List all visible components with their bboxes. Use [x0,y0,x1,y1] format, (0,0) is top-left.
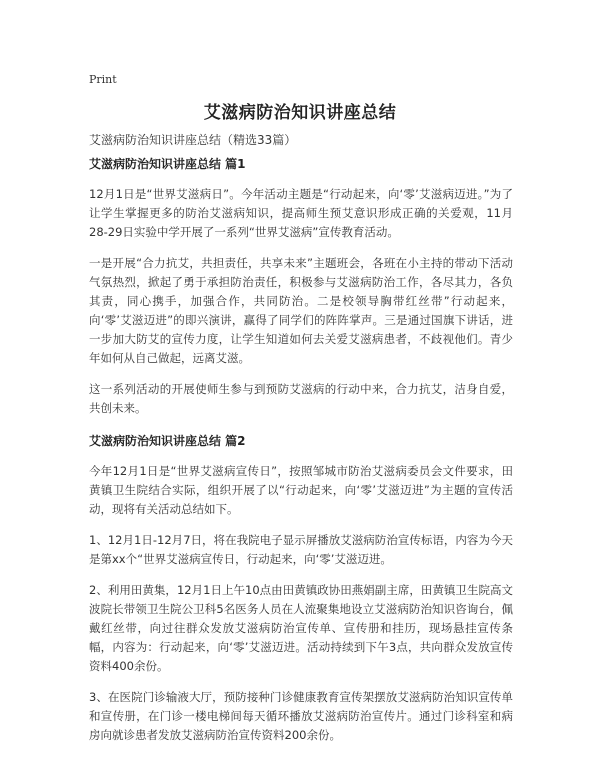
document-body [89,155,513,757]
paragraph: 这一系列活动的开展使师生参与到预防艾滋病的行动中来，合力抗艾，洁身自爱，共创未来。 [89,382,513,415]
page-title: 艾滋病防治知识讲座总结 [203,103,397,123]
section-heading: 艾滋病防治知识讲座总结 篇2 [89,434,246,448]
paragraph: 2、利用田黄集，12月1日上午10点由田黄镇政协田燕娟副主席，田黄镇卫生院高文波院长带领卫生院公卫科5名医务人员在人流聚集地设立艾滋病防治知识咨询台，佩戴红丝带，向过往群众发放艾滋病防治宣传单、宣传册和挂历，现场悬挂宣传条幅，内容为：行动起来，向‘零’艾滋迈进。活动持续到下午3点，共向群众发放宣传资料400余份。 [89,583,513,673]
document-subtitle: 艾滋病防治知识讲座总结（精选33篇） [89,133,297,147]
print-label[interactable]: Print [89,73,117,86]
section-heading: 艾滋病防治知识讲座总结 篇1 [89,157,246,171]
paragraph: 今年12月1日是“世界艾滋病宣传日”，按照邹城市防治艾滋病委员会文件要求，田黄镇卫生院结合实际，组织开展了以“行动起来，向‘零’艾滋迈进”为主题的宣传活动，现将有关活动总结如下。 [89,464,513,516]
paragraph: 一是开展“合力抗艾，共担责任，共享未来”主题班会，各班在小主持的带动下活动气氛热烈，掀起了勇于承担防治责任，积极参与艾滋病防治工作，各尽其力，各负其责，同心携手，加强合作，共同防治。二是校领导胸带红丝带”行动起来，向‘零’艾滋迈进”的即兴演讲，赢得了同学们的阵阵掌声。三是通过国旗下讲话，进一步加大防艾的宣传力度，让学生知道如何去关爱艾滋病患者，不歧视他们。青少年如何从自己做起，远离艾滋。 [89,256,513,365]
section-1 [89,155,513,418]
section-2 [89,432,513,745]
paragraph: 12月1日是“世界艾滋病日”。今年活动主题是“行动起来，向‘零’艾滋病迈进。”为了让学生掌握更多的防治艾滋病知识，提高师生预艾意识形成正确的关爱观，11月28-29日实验中学开展了一系列“世界艾滋病”宣传教育活动。 [89,187,513,239]
paragraph: 3、在医院门诊输液大厅，预防接种门诊健康教育宣传架摆放艾滋病防治知识宣传单和宣传册，在门诊一楼电梯间每天循环播放艾滋病防治宣传片。通过门诊科室和病房向就诊患者发放艾滋病防治宣传资料200余份。 [89,690,513,742]
paragraph: 1、12月1日-12月7日，将在我院电子显示屏播放艾滋病防治宣传标语，内容为今天是第xx个“世界艾滋病宣传日，行动起来，向‘零’艾滋迈进。 [89,533,513,566]
